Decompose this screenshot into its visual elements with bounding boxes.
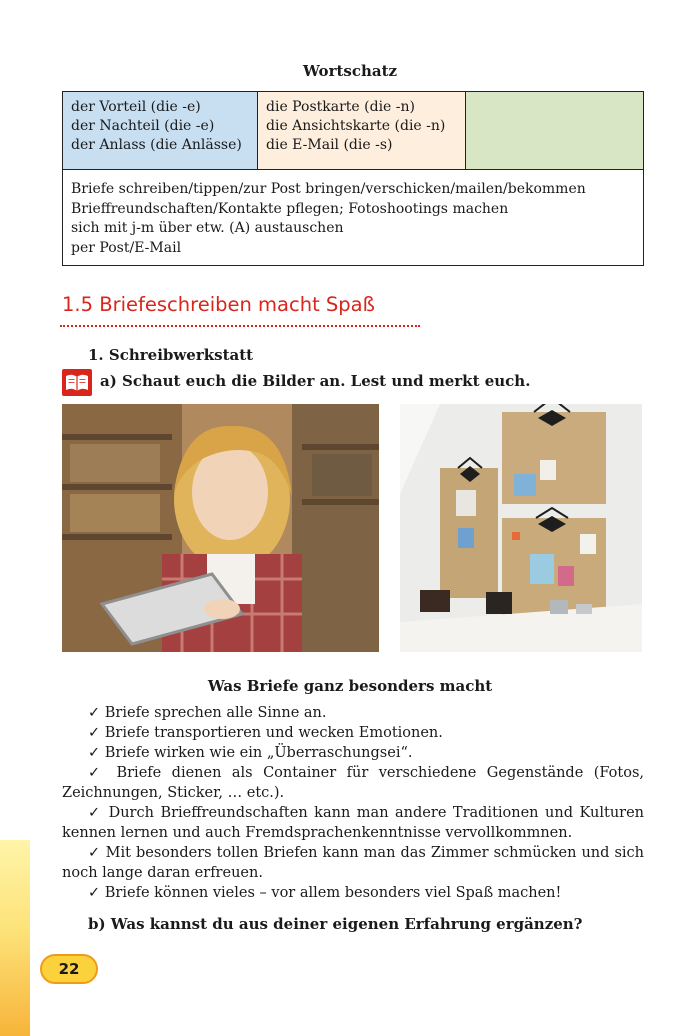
side-color-bar [0, 840, 30, 1036]
vocab-word: die Ansichtskarte (die -n) [266, 118, 446, 134]
letter-benefits-list [62, 703, 644, 903]
vocab-row-nouns [63, 92, 643, 170]
vocab-row-phrases [63, 170, 643, 268]
vocab-phrase: Brieffreundschaften/Kontakte pflegen; Fotoshootings machen [71, 200, 509, 217]
check-mark-icon: ✓ [88, 805, 103, 821]
check-mark-icon: ✓ [88, 705, 101, 721]
list-item [62, 703, 644, 723]
list-item [62, 743, 644, 763]
open-book-icon [62, 369, 92, 396]
vocab-word: der Anlass (die Anlässe) [71, 137, 242, 153]
check-mark-icon: ✓ [88, 845, 101, 861]
vocab-cell-col3-empty [466, 92, 643, 169]
vocab-cell-col1 [63, 92, 258, 169]
list-item [62, 723, 644, 743]
list-title: Was Briefe ganz besonders macht [207, 677, 493, 695]
vocab-title: Wortschatz [302, 62, 398, 80]
list-item [62, 803, 644, 843]
check-mark-icon: ✓ [88, 725, 101, 741]
page-number: 22 [40, 954, 98, 984]
list-item [62, 763, 644, 803]
vocab-word: der Vorteil (die -e) [71, 99, 201, 115]
photo-girl-with-tablet [62, 404, 379, 652]
check-mark-icon: ✓ [88, 765, 106, 781]
list-item [62, 843, 644, 883]
vocab-word: der Nachteil (die -e) [71, 118, 215, 134]
list-item [62, 883, 644, 903]
list-item-text: Briefe sprechen alle Sinne an. [104, 705, 327, 721]
list-item-text: Briefe können vieles – vor allem besonders viel Spaß machen! [104, 885, 562, 901]
list-item-text: Mit besonders tollen Briefen kann man das Zimmer schmücken und sich noch lange daran erfreuen. [62, 845, 644, 881]
section-title: 1.5 Briefeschreiben macht Spaß [62, 293, 375, 316]
section-title-underline [60, 325, 420, 327]
list-item-text: Briefe transportieren und wecken Emotionen. [104, 725, 443, 741]
vocab-cell-col2 [258, 92, 466, 169]
vocab-phrase: per Post/E-Mail [71, 239, 182, 256]
check-mark-icon: ✓ [88, 745, 101, 761]
vocab-phrase: Briefe schreiben/tippen/zur Post bringen/verschicken/mailen/bekommen [71, 181, 586, 197]
list-item-text: Briefe dienen als Container für verschiedene Gegenstände (Fotos, Zeichnungen, Sticker, … etc.). [62, 765, 645, 801]
vocab-table [62, 91, 644, 266]
list-item-text: Durch Brieffreundschaften kann man andere Traditionen und Kulturen kennen lernen und auch Fremdsprachenkenntnisse vervollkommnen. [62, 805, 645, 841]
task-a: a) Schaut euch die Bilder an. Lest und merkt euch. [100, 372, 531, 390]
vocab-word: die E-Mail (die -s) [266, 137, 393, 153]
check-mark-icon: ✓ [88, 885, 101, 901]
photo-cork-boards-wall [400, 404, 642, 652]
task-b: b) Was kannst du aus deiner eigenen Erfahrung ergänzen? [88, 915, 583, 933]
list-item-text: Briefe wirken wie ein „Überraschungsei“. [104, 745, 413, 761]
vocab-phrase: sich mit j-m über etw. (A) austauschen [71, 220, 344, 236]
exercise-title: 1. Schreibwerkstatt [88, 346, 254, 364]
vocab-word: die Postkarte (die -n) [266, 99, 415, 115]
